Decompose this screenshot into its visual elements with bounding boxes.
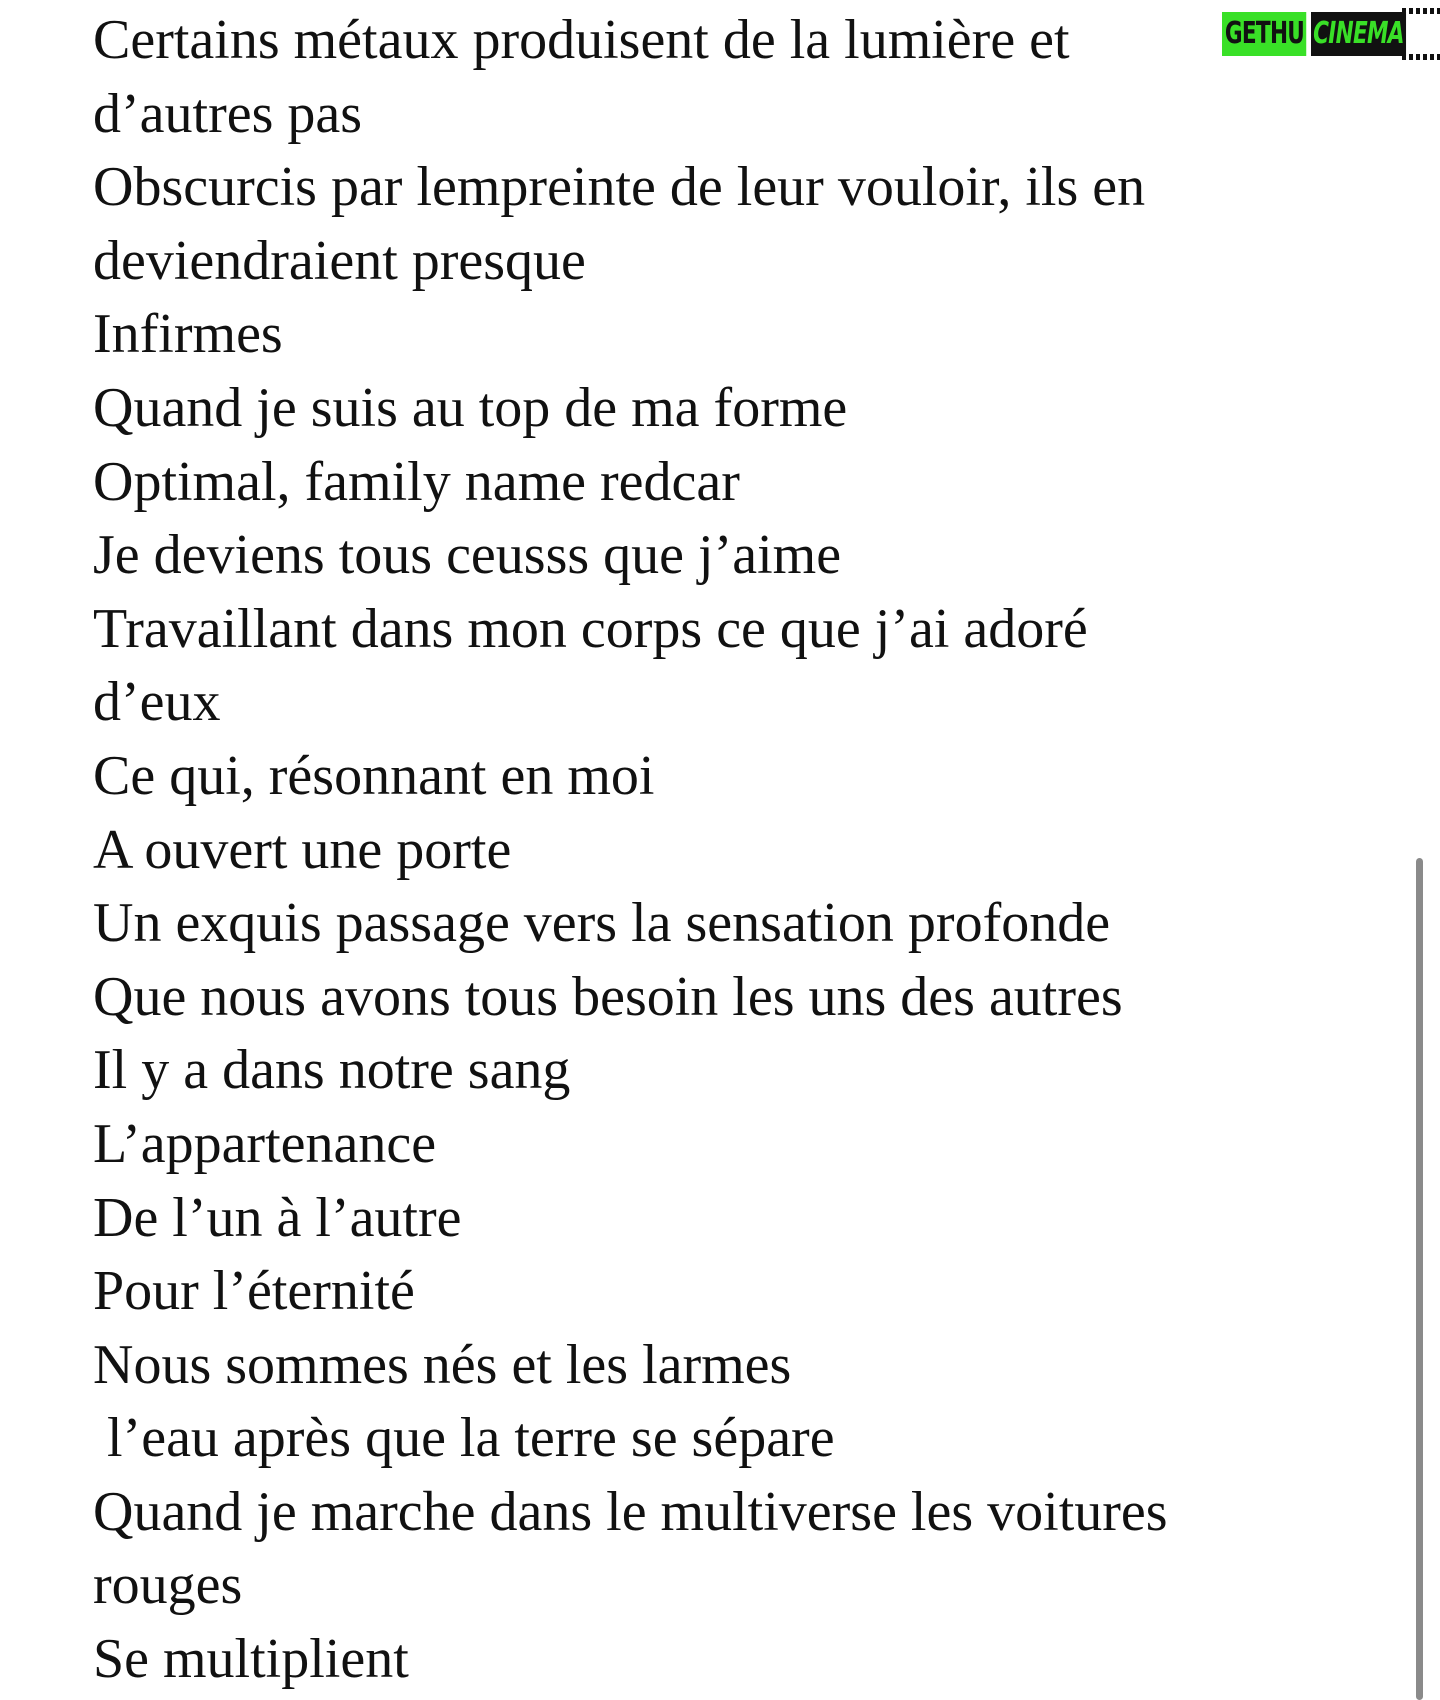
poem-line: Je deviens tous ceusss que j’aime (93, 524, 842, 587)
poem-line: Pour l’éternité (93, 1260, 415, 1323)
poem-line: Infirmes (93, 303, 283, 366)
poem-line: Quand je marche dans le multiverse les voitures (93, 1480, 1168, 1543)
poem-line: rouges (93, 1554, 243, 1617)
poem-line: l’eau après que la terre se sépare (107, 1407, 835, 1470)
scrollbar-thumb[interactable] (1416, 858, 1423, 1700)
poem-line: d’eux (93, 671, 221, 734)
poem-line: Quand je suis au top de ma forme (93, 376, 848, 439)
poem-line: Travaillant dans mon corps ce que j’ai adoré (93, 597, 1088, 660)
poem-line: Obscurcis par lempreinte de leur vouloir, ils en (93, 156, 1146, 219)
poem-line: L’appartenance (93, 1112, 437, 1175)
poem-line: Ce qui, résonnant en moi (93, 744, 655, 807)
poem-line: Que nous avons tous besoin les uns des autres (93, 965, 1123, 1028)
vertical-scrollbar[interactable] (1408, 0, 1440, 1700)
watermark-brand-right: CINEMA (1311, 12, 1406, 56)
poem-line: A ouvert une porte (93, 818, 512, 881)
poem-line: Nous sommes nés et les larmes (93, 1333, 792, 1396)
poem-line: De l’un à l’autre (93, 1186, 462, 1249)
poem-line: Optimal, family name redcar (93, 450, 740, 513)
poem-text (93, 4, 1343, 1697)
poem-line: Un exquis passage vers la sensation profonde (93, 892, 1111, 955)
poem-line: Se multiplient (93, 1628, 409, 1691)
poem-line: Il y a dans notre sang (93, 1039, 571, 1102)
poem-line: deviendraient presque (93, 229, 586, 292)
watermark-brand-left: GETHU (1222, 12, 1306, 56)
poem-line: d’autres pas (93, 82, 363, 145)
poem-line: Certains métaux produisent de la lumière et (93, 9, 1070, 71)
